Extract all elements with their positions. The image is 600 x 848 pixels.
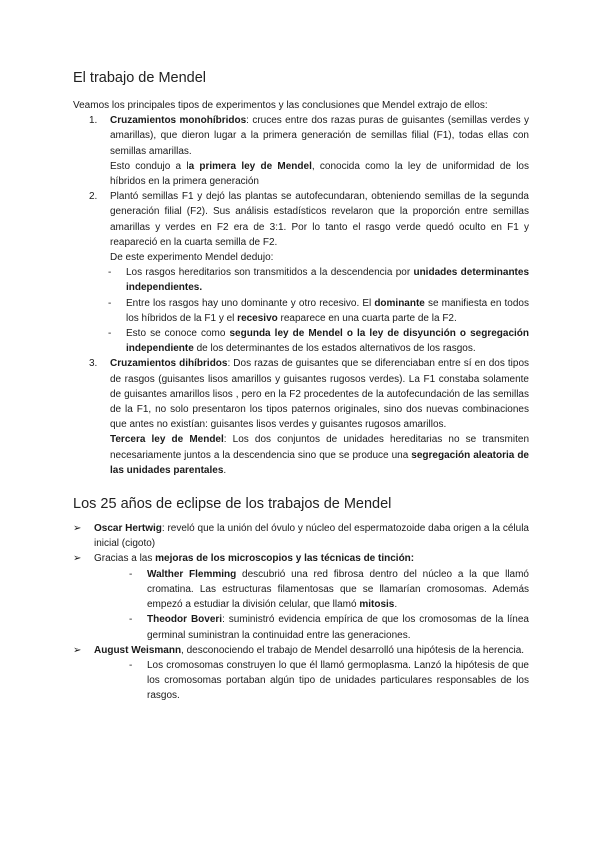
list-item-1: 1. Cruzamientos monohíbridos: cruces entre dos razas puras de guisantes (semillas verdes y amarillas), que dieron lugar a la primera generación de semillas filial (F1), todas ellas con semillas amarillas. Esto condujo a la primera ley de Mendel, conocida como la ley de uniformidad de los híbridos en la primera generación xyxy=(89,115,530,188)
sub-item: - Entre los rasgos hay uno dominante y otro recesivo. El dominante se manifiesta en todos los híbridos de la F1 y el recesivo reaparece en una cuarta parte de la F2. xyxy=(108,297,529,324)
list-item-2: 2. Plantó semillas F1 y dejó las plantas se autofecundaran, obteniendo semillas de la segunda generación filial (F2). Sus análisis estadísticos revelaron que la proporción entre semillas amarillas y verdes en F2 era de 3:1. Por lo tanto el rasgo verde quedó oculto en F1 y reapareció en la cuarta semilla de F2. De este experimento Mendel dedujo: - Los rasgos hereditarios son transmitidos a la descendencia por unidades determinantes independientes. - Entre los rasgos hay uno dominante y otro recesivo. El dominante se manifiesta en todos los híbridos de la F1 y el recesivo reaparece en una cuarta parte de la F2. - Esto se conoce como segunda ley de Mendel o la ley de disyunción o segregación independiente de los determinantes de los estados alternativos de los rasgos. xyxy=(73,189,529,356)
document-page xyxy=(73,70,529,704)
arrow-bullet-icon: ➢ xyxy=(73,644,82,656)
sub-item: - Los rasgos hereditarios son transmitidos a la descendencia por unidades determinantes independientes. xyxy=(108,267,530,294)
sub-item: - Walther Flemming descubrió una red fibrosa dentro del núcleo a la que llamó cromatina. Las estructuras filamentosas que se llamarían cromosomas. Además empezó a estudiar la división celular, que llamó mitosis. xyxy=(129,568,529,611)
arrow-bullet-icon: ➢ xyxy=(73,523,82,535)
bold-term: Cruzamientos monohíbridos xyxy=(110,115,247,127)
bullet-item: ➢ Oscar Hertwig: reveló que la unión del óvulo y núcleo del espermatozoide daba origen a la célula inicial (cigoto) xyxy=(73,523,529,550)
sub-item: - Esto se conoce como segunda ley de Mendel o la ley de disyunción o segregación independiente de los determinantes de los estados alternativos de los rasgos. xyxy=(108,328,529,355)
section-title-mendel: El trabajo de Mendel xyxy=(73,70,206,86)
arrow-bullet-icon: ➢ xyxy=(73,553,82,565)
bullet-item: ➢ August Weismann, desconociendo el trabajo de Mendel desarrolló una hipótesis de la herencia. xyxy=(94,643,529,658)
list-number: 3. xyxy=(89,358,98,370)
sub-item: - Theodor Boveri: suministró evidencia empírica de que los cromosomas de la línea germinal suministran la continuidad entre las generaciones. xyxy=(129,614,529,641)
section-title-eclipse: Los 25 años de eclipse de los trabajos de Mendel xyxy=(73,496,392,513)
bullet-item: ➢ Gracias a las mejoras de los microscopios y las técnicas de tinción: xyxy=(94,551,529,566)
sub-item: - Los cromosomas construyen lo que él llamó germoplasma. Lanzó la hipótesis de que los cromosomas portaban algún tipo de unidades particulares responsables de los rasgos. xyxy=(129,659,529,702)
list-number: 1. xyxy=(89,115,98,127)
list-item-3: 3. Cruzamientos dihíbridos: Dos razas de guisantes que se diferenciaban entre sí en dos tipos de rasgos (guisantes lisos amarillos y guisantes rugosos verdes). La F1 constaba solamente de guisantes amarillos lisos , pero en la F2 procedentes de la autofecundación de las semillas de la F1, no solo presentaron los tipos paternos originales, sino dos nuevas combinaciones que antes no existían: guisantes lisos verdes y guisantes rugosos amarillos. Tercera ley de Mendel: Los dos conjuntos de unidades hereditarias no se transmiten necesariamente juntos a la descendencia sino que se produce una segregación aleatoria de las unidades parentales. xyxy=(89,358,530,476)
intro-paragraph: Veamos los principales tipos de experimentos y las conclusiones que Mendel extrajo de ellos: xyxy=(73,100,488,111)
list-number: 2. xyxy=(89,191,98,203)
